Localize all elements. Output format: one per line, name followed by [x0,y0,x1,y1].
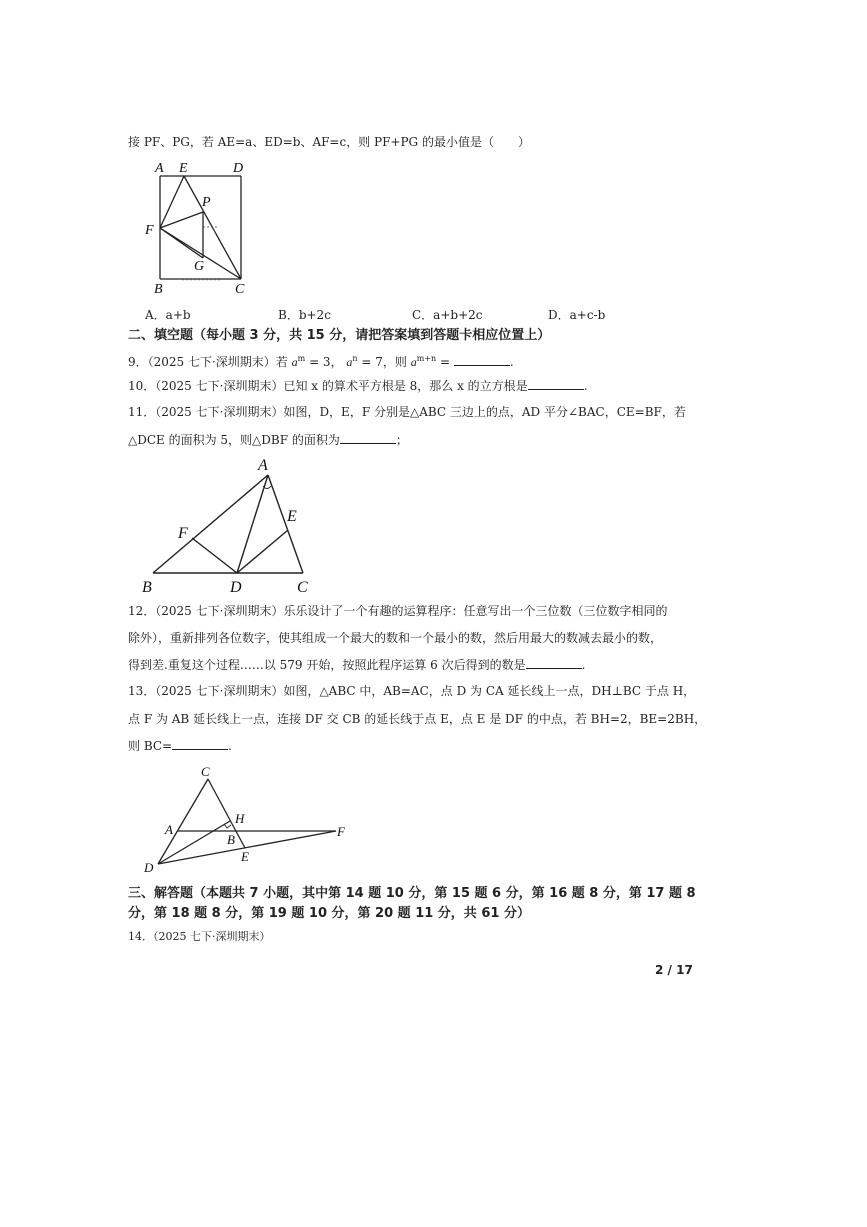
section-3-title-line1: 三、解答题（本题共 7 小题，其中第 14 题 10 分，第 15 题 6 分，第 16 题 8 分，第 17 题 8 [128,886,696,901]
section-2-title: 二、填空题（每小题 3 分，共 15 分，请把答案填到答题卡相应位置上） [128,328,551,343]
q13-answer-blank[interactable] [172,737,228,750]
q9-end: . [509,355,514,369]
q12-end: . [581,658,586,672]
q9-answer-blank[interactable] [454,353,510,366]
question-12-line1: 12．（2025 七下·深圳期末）乐乐设计了一个有趣的运算程序：任意写出一个三位数（三位数字相同的 [128,604,668,618]
q12-line3-text: 得到差.重复这个过程……以 579 开始，按照此程序运算 6 次后得到的数是 [128,658,526,672]
q9-eq3-exp: m+n [416,354,437,363]
q9-eq2-rhs: = 7 [361,355,383,369]
label-C: C [235,282,245,296]
label-B: B [154,282,163,296]
q11-answer-blank[interactable] [340,431,396,444]
label-E: E [287,508,297,525]
label-F: F [145,223,154,238]
label-A: A [258,457,268,474]
choice-b: B．b+2c [278,308,331,322]
q10-text: 10．（2025 七下·深圳期末）已知 x 的算术平方根是 8，那么 x 的立方根是 [128,379,528,393]
label-H: H [235,811,245,826]
label-C: C [201,764,210,779]
label-B: B [142,579,152,596]
q11-line2-text: △DCE 的面积为 5，则△DBF 的面积为 [128,433,340,447]
question-13-line2: 点 F 为 AB 延长线上一点，连接 DF 交 CB 的延长线于点 E，点 E 是 DF 的中点，若 BH=2，BE=2BH， [128,712,707,726]
label-E: E [241,849,249,864]
q9-mid: ，则 [382,355,407,369]
q11-end: ； [395,433,408,447]
q9-eq2-base: a [346,355,353,369]
choice-d: D．a+c-b [548,308,606,322]
choice-a: A．a+b [145,308,191,322]
label-G: G [194,259,205,274]
question-13-line1: 13．（2025 七下·深圳期末）如图，△ABC 中，AB=AC，点 D 为 CA 延长线上一点，DH⊥BC 于点 H， [128,684,696,698]
q10-answer-blank[interactable] [528,377,584,390]
label-C: C [297,579,308,596]
q10-end: . [583,379,588,393]
question-14: 14．（2025 七下·深圳期末） [128,930,271,943]
label-A: A [155,161,164,176]
question-11-line2 [128,431,408,448]
figure-triangle-dhf [140,762,360,877]
q9-prefix: 9．（2025 七下·深圳期末）若 [128,355,288,369]
page-number: 2 / 17 [655,963,693,977]
figure-triangle-abc [140,453,330,598]
q9-eq1-rhs: = 3 [309,355,331,369]
q9-eq1-exp: m [297,354,306,363]
label-A: A [165,822,173,837]
label-D: D [233,161,244,176]
label-F: F [337,824,345,839]
question-13-line3 [128,737,232,754]
question-12-line2: 除外），重新排列各位数字，使其组成一个最大的数和一个最小的数，然后用最大的数减去最小的数， [128,631,663,645]
question-10 [128,377,588,394]
label-B: B [227,832,235,847]
figure-rectangle-abcd [142,156,252,296]
label-D: D [230,579,242,596]
question-9: 9．（2025 七下·深圳期末）若 $a^m = 3$， $a^n = 7$，则 $a^{m+n}$ = . [128,354,514,369]
label-F: F [178,525,188,542]
question-12-line3 [128,656,585,673]
question-8-tail: 接 PF、PG，若 AE=a、ED=b、AF=c，则 PF+PG 的最小值是（ ） [128,135,530,149]
q9-eq1-base: a [291,355,298,369]
q9-eq2-exp: n [352,354,358,363]
question-11-line1: 11．（2025 七下·深圳期末）如图，D，E，F 分别是△ABC 三边上的点，AD 平分∠BAC，CE=BF，若 [128,405,686,419]
section-3-title-line2: 分，第 18 题 8 分，第 19 题 10 分，第 20 题 11 分，共 61 分） [128,906,530,921]
q12-answer-blank[interactable] [526,656,582,669]
label-E: E [179,161,188,176]
q13-end: . [228,739,232,753]
label-D: D [144,860,154,875]
q13-line3-text: 则 BC= [128,739,173,753]
q9-eq3-base: a [410,355,417,369]
choice-c: C．a+b+2c [412,308,483,322]
q9-eq3-rhs: = [440,355,451,369]
label-P: P [202,195,211,210]
